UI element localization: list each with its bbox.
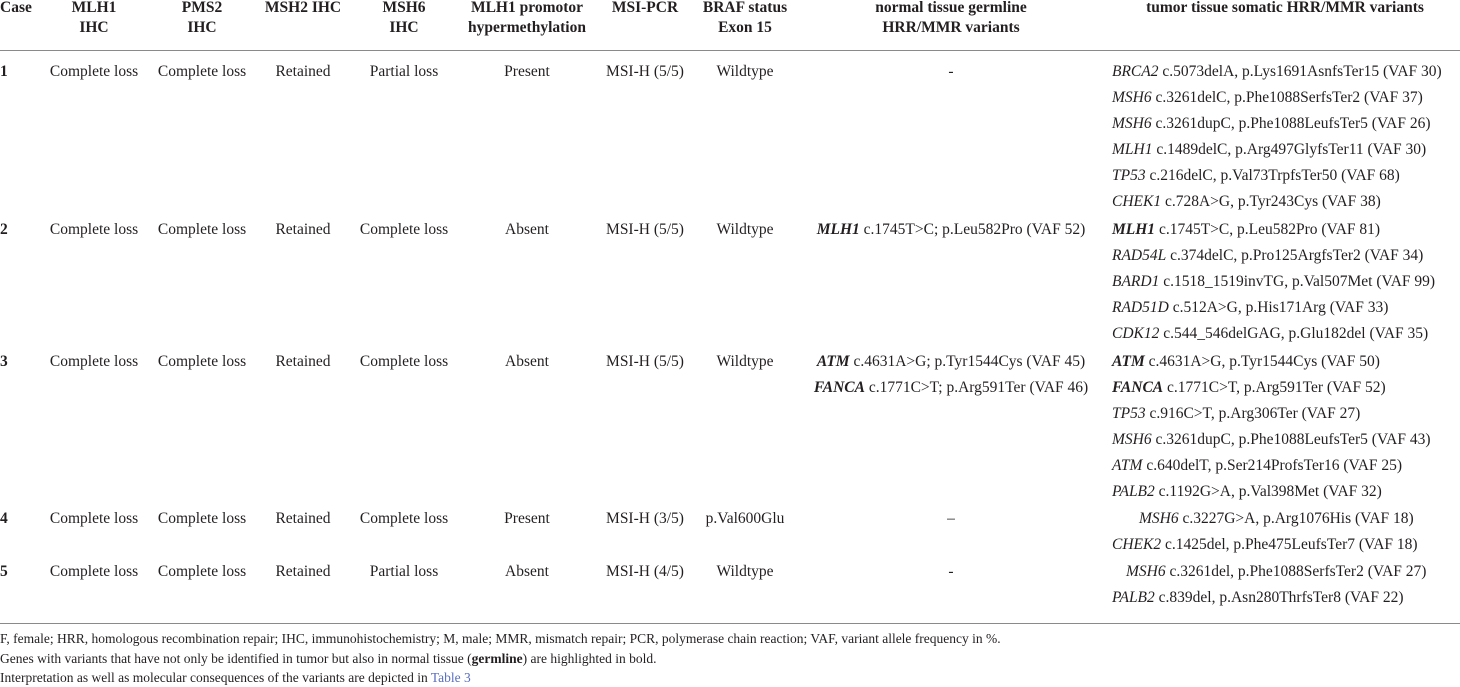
row3-msh2: Retained [275,353,331,370]
row5-msi: MSI-H (4/5) [606,563,684,580]
row3-case: 3 [0,353,8,370]
variant-text: c.3261dupC, p.Phe1088LeufsTer5 (VAF 43) [1151,431,1431,448]
table3-link[interactable]: Table 3 [430,670,471,685]
footnote-germline [0,650,657,668]
variant-text: c.1489delC, p.Arg497GlyfsTer11 (VAF 30) [1152,141,1427,158]
gene-name: PALB2 [1112,483,1155,500]
gene-name: CHEK1 [1112,193,1162,210]
row1-germline [948,62,953,82]
row1-somatic-3 [1112,114,1431,134]
variant-text: c.4631A>G, p.Tyr1544Cys (VAF 50) [1144,353,1380,370]
row4-promotor: Present [504,510,550,527]
row2-case: 2 [0,221,8,238]
variant-text: c.1425del, p.Phe475LeufsTer7 (VAF 18) [1161,536,1418,553]
variant-text: c.4631A>G; p.Tyr1544Cys (VAF 45) [849,353,1086,370]
header-germline-line2: HRR/MMR variants [882,19,1020,36]
gene-name: TP53 [1112,405,1146,422]
variant-text: c.1771C>T; p.Arg591Ter (VAF 46) [864,379,1089,396]
header-mlh1-ihc [72,0,117,38]
header-mlh1-promotor-line2: hypermethylation [468,19,586,36]
header-mlh1-ihc-line2: IHC [79,19,109,36]
row1-msi: MSI-H (5/5) [606,63,684,80]
gene-name: MSH6 [1112,115,1152,132]
row5-promotor: Absent [505,563,549,580]
row2-somatic-2 [1112,246,1423,266]
header-pms2-ihc-line1: PMS2 [181,0,223,16]
row2-msh2: Retained [275,221,331,238]
header-germline [875,0,1027,38]
gene-name: MSH6 [1112,431,1152,448]
row2-somatic-1 [1112,220,1380,240]
gene-name: BRCA2 [1112,63,1159,80]
header-braf-line1: BRAF status [702,0,788,16]
gene-name: MLH1 [816,221,860,238]
row5-msh2: Retained [275,563,331,580]
gene-name: MSH6 [1139,510,1179,527]
row5-braf: Wildtype [716,563,774,580]
row5-germline-text: - [948,563,954,580]
header-pms2-ihc [182,0,222,38]
header-msh6-ihc-line2: IHC [389,19,419,36]
variant-text: c.916C>T, p.Arg306Ter (VAF 27) [1145,405,1361,422]
variant-text: c.374delC, p.Pro125ArgfsTer2 (VAF 34) [1166,247,1424,264]
header-braf-line2: Exon 15 [718,19,772,36]
row3-somatic-6 [1112,482,1382,502]
gene-name: FANCA [813,379,865,396]
variant-text: c.640delT, p.Ser214ProfsTer16 (VAF 25) [1142,457,1403,474]
gene-name: TP53 [1112,167,1146,184]
gene-name: MLH1 [1112,141,1153,158]
gene-name: ATM [1112,457,1143,474]
row2-somatic-5 [1112,324,1428,344]
header-braf [703,0,787,38]
variant-text: c.1745T>C; p.Leu582Pro (VAF 52) [859,221,1086,238]
header-case: Case [0,0,32,16]
header-msh6-ihc [382,0,425,38]
row1-case: 1 [0,63,8,80]
footnote-germline-bold: germline [471,651,523,666]
row5-msh6: Partial loss [369,563,439,580]
footnote-germline-before: Genes with variants that have not only be identified in tumor but also in normal tissue ( [0,651,472,666]
header-msi-pcr: MSI-PCR [611,0,679,16]
variant-text: c.216delC, p.Val73TrpfsTer50 (VAF 68) [1145,167,1400,184]
variant-text: c.1771C>T, p.Arg591Ter (VAF 52) [1163,379,1386,396]
footnote-germline-after: ) are highlighted in bold. [522,651,657,666]
gene-name: CHEK2 [1112,536,1162,553]
row5-somatic-1 [1126,562,1426,582]
row1-somatic-5 [1112,166,1400,186]
row3-promotor: Absent [505,353,549,370]
variant-text: c.3261delC, p.Phe1088SerfsTer2 (VAF 37) [1151,89,1423,106]
row1-msh6: Partial loss [369,63,439,80]
row3-msh6: Complete loss [359,353,449,370]
variant-text: c.728A>G, p.Tyr243Cys (VAF 38) [1161,193,1381,210]
row3-somatic-3 [1112,404,1360,424]
row4-somatic-2 [1112,535,1418,555]
gene-name: RAD51D [1112,299,1169,316]
row2-mlh1: Complete loss [49,221,139,238]
header-somatic: tumor tissue somatic HRR/MMR variants [1146,0,1424,16]
row4-msh6: Complete loss [359,510,449,527]
header-divider [0,50,1460,51]
row3-somatic-2 [1112,378,1386,398]
header-msh2-ihc: MSH2 IHC [264,0,342,16]
row5-pms2: Complete loss [157,563,247,580]
footnote-interpretation [0,669,471,687]
row1-somatic-2 [1112,88,1423,108]
gene-name: MSH6 [1126,563,1166,580]
table-bottom-rule [0,623,1460,624]
row4-msi: MSI-H (3/5) [606,510,684,527]
gene-name: CDK12 [1112,325,1160,342]
row4-pms2: Complete loss [157,510,247,527]
row1-msh2: Retained [275,63,331,80]
header-mlh1-promotor [468,0,586,38]
row1-promotor: Present [504,63,550,80]
row2-promotor: Absent [505,221,549,238]
variant-text: c.544_546delGAG, p.Glu182del (VAF 35) [1159,325,1429,342]
row4-mlh1: Complete loss [49,510,139,527]
row1-somatic-1 [1112,62,1442,82]
header-pms2-ihc-line2: IHC [187,19,217,36]
header-mlh1-promotor-line1: MLH1 promotor [470,0,584,16]
row4-msh2: Retained [275,510,331,527]
row5-germline [948,562,953,582]
row3-germline-1 [817,352,1085,372]
gene-name: BARD1 [1112,273,1160,290]
row3-somatic-1 [1112,352,1380,372]
gene-name: ATM [1112,353,1145,370]
variant-text: c.839del, p.Asn280ThrfsTer8 (VAF 22) [1154,589,1404,606]
row4-germline [947,509,955,529]
row1-mlh1: Complete loss [49,63,139,80]
row4-braf: p.Val600Glu [705,510,785,527]
variant-text: c.5073delA, p.Lys1691AsnfsTer15 (VAF 30) [1158,63,1442,80]
variant-text: c.1745T>C, p.Leu582Pro (VAF 81) [1155,221,1381,238]
row5-case: 5 [0,563,8,580]
row3-braf: Wildtype [716,353,774,370]
variant-text: c.1518_1519invTG, p.Val507Met (VAF 99) [1159,273,1436,290]
footnote-abbreviations: F, female; HRR, homologous recombination repair; IHC, immunohistochemistry; M, male; MMR, mismatch repair; PCR, polymerase chain reaction; VAF, variant allele frequency in %. [0,631,1001,646]
row3-pms2: Complete loss [157,353,247,370]
row3-somatic-4 [1112,430,1431,450]
header-germline-line1: normal tissue germline [875,0,1027,16]
row3-mlh1: Complete loss [49,353,139,370]
row1-pms2: Complete loss [157,63,247,80]
row2-somatic-4 [1112,298,1388,318]
row3-germline-2 [814,378,1088,398]
row2-msh6: Complete loss [359,221,449,238]
variant-text: c.1192G>A, p.Val398Met (VAF 32) [1154,483,1382,500]
row2-pms2: Complete loss [157,221,247,238]
row4-case: 4 [0,510,8,527]
row1-somatic-6 [1112,192,1381,212]
row1-germline-text: - [948,63,954,80]
row1-somatic-4 [1112,140,1426,160]
row2-germline [817,220,1086,240]
footnote-interpretation-text: Interpretation as well as molecular consequences of the variants are depicted in [0,670,431,685]
header-msh6-ihc-line1: MSH6 [382,0,426,16]
variant-text: c.3261del, p.Phe1088SerfsTer2 (VAF 27) [1165,563,1427,580]
gene-name: PALB2 [1112,589,1155,606]
row3-somatic-5 [1112,456,1402,476]
row2-braf: Wildtype [716,221,774,238]
row5-somatic-2 [1112,588,1404,608]
row2-msi: MSI-H (5/5) [606,221,684,238]
header-mlh1-ihc-line1: MLH1 [71,0,117,16]
gene-name: MSH6 [1112,89,1152,106]
row2-somatic-3 [1112,272,1435,292]
variant-text: c.3227G>A, p.Arg1076His (VAF 18) [1178,510,1414,527]
gene-name: ATM [816,353,850,370]
row4-somatic-1 [1139,509,1414,529]
gene-name: MLH1 [1112,221,1156,238]
row4-germline-text: – [947,510,955,527]
gene-name: FANCA [1112,379,1164,396]
row1-braf: Wildtype [716,63,774,80]
variant-text: c.512A>G, p.His171Arg (VAF 33) [1168,299,1389,316]
variant-text: c.3261dupC, p.Phe1088LeufsTer5 (VAF 26) [1151,115,1431,132]
row5-mlh1: Complete loss [49,563,139,580]
row3-msi: MSI-H (5/5) [606,353,684,370]
gene-name: RAD54L [1112,247,1167,264]
